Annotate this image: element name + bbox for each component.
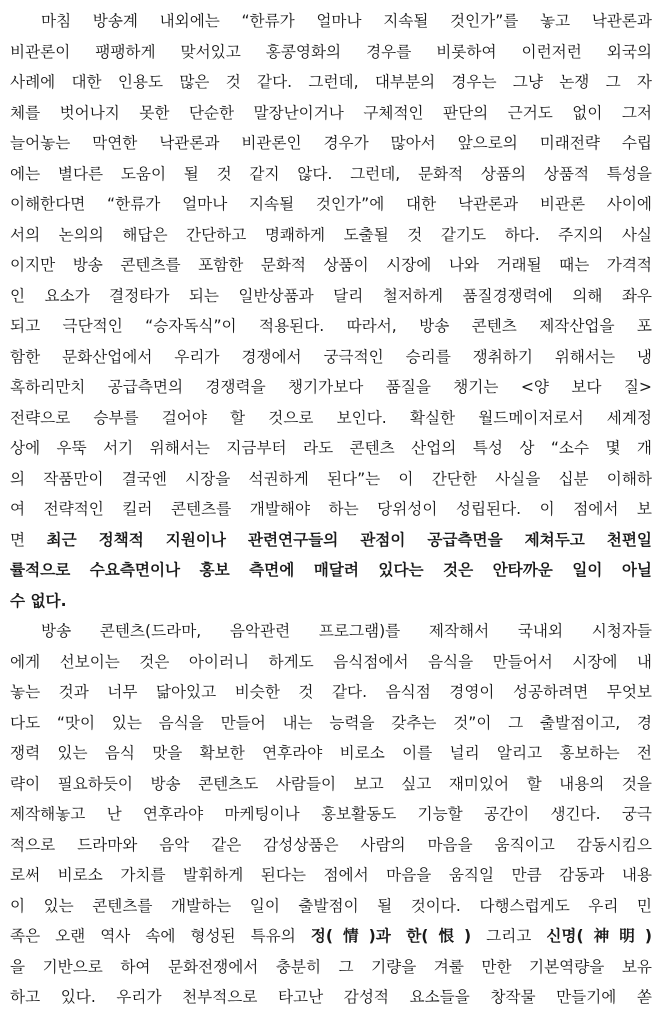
text-line: 상에 우뚝 서기 위해서는 지금부터 라도 콘텐츠 산업의 특성 상 “소수 몇 개	[10, 439, 652, 457]
text-line: 방송 콘텐츠(드라마, 음악관련 프로그램)를 제작해서 국내외 시청자들	[41, 622, 652, 640]
text-run: 족은 오랜 역사 속에 형성된 특유의	[10, 927, 311, 945]
text-line: 비관론이 팽팽하게 맞서있고 홍콩영화의 경우를 비롯하여 이런저런 외국의	[10, 42, 652, 61]
text-line: 전략으로 승부를 걸어야 할 것으로 보인다. 확실한 월드메이저로서 세계정	[10, 408, 652, 427]
text-run: 그리고	[471, 927, 547, 945]
text-line: 마침 방송계 내외에는 “한류가 얼마나 지속될 것인가”를 놓고 낙관론과	[41, 12, 652, 30]
text-line: 사례에 대한 인용도 많은 것 같다. 그런데, 대부분의 경우는 그냥 논쟁 그 자	[10, 73, 652, 91]
bold-emphasis-line: 률적으로 수요측면이나 홍보 측면에 매달려 있다는 것은 안타까운 일이 아닐	[10, 561, 652, 579]
bold-emphasis: 최근 정책적 지원이나 관련연구들의 관점이 공급측면을 제쳐두고 천편일	[46, 530, 652, 549]
bold-emphasis: 정(情)과 한(恨)	[310, 927, 472, 945]
text-line-mixed	[10, 921, 652, 952]
bold-emphasis-line: 수 없다.	[10, 591, 67, 610]
text-run: 면	[10, 530, 47, 549]
text-line: 되고 극단적인 “승자독식”이 적용된다. 따라서, 방송 콘텐츠 제작산업을 포	[10, 317, 652, 335]
text-line: 이 있는 콘텐츠를 개발하는 일이 출발점이 될 것이다. 다행스럽게도 우리 민	[10, 896, 652, 915]
text-line: 체를 벗어나지 못한 단순한 말장난이거나 구체적인 판단의 근거도 없이 그저	[10, 103, 652, 122]
text-line: 에게 선보이는 것은 아이러니 하게도 음식점에서 음식을 만들어서 시장에 내	[10, 652, 652, 671]
text-line: 혹하리만치 공급측면의 경쟁력을 챙기가보다 품질을 챙기는 <양 보다 질>	[10, 378, 652, 396]
text-line: 놓는 것과 너무 닮아있고 비슷한 것 같다. 음식점 경영이 성공하려면 무엇보	[10, 683, 652, 701]
text-line: 서의 논의의 해답은 간단하고 명쾌하게 도출될 것 같기도 하다. 주지의 사실	[10, 225, 652, 244]
text-line: 적으로 드라마와 음악 같은 감성상품은 사람의 마음을 움직이고 감동시킴으	[10, 835, 652, 854]
text-line: 다도 “맛이 있는 음식을 만들어 내는 능력을 갖추는 것”이 그 출발점이고, 경	[10, 713, 652, 732]
text-line: 쟁력 있는 음식 맛을 확보한 연후라야 비로소 이를 널리 알리고 홍보하는 전	[10, 744, 652, 762]
text-line: 로써 비로소 가치를 발휘하게 된다는 점에서 마음을 움직일 만큼 감동과 내용	[10, 866, 652, 884]
text-line: 늘어놓는 막연한 낙관론과 비관론인 경우가 많아서 앞으로의 미래전략 수립	[10, 134, 652, 152]
text-line-mixed	[10, 525, 652, 556]
text-line: 의 작품만이 결국엔 시장을 석권하게 된다”는 이 간단한 사실을 십분 이해하	[10, 469, 652, 488]
paragraph-1	[10, 6, 652, 616]
bold-emphasis: 신명(神明)	[546, 927, 652, 945]
text-line: 제작해놓고 난 연후라야 마케팅이나 홍보활동도 기능할 공간이 생긴다. 궁극	[10, 805, 652, 823]
text-line: 하고 있다. 우리가 천부적으로 타고난 감성적 요소들을 창작물 만들기에 쏟	[10, 988, 652, 1006]
text-line: 인 요소가 결정타가 되는 일반상품과 달리 철저하게 품질경쟁력에 의해 좌우	[10, 286, 652, 305]
paragraph-2	[10, 616, 652, 1013]
text-line: 을 기반으로 하여 문화전쟁에서 충분히 그 기량을 겨룰 만한 기본역량을 보유	[10, 957, 652, 976]
text-line: 함한 문화산업에서 우리가 경쟁에서 궁극적인 승리를 쟁취하기 위해서는 냉	[10, 347, 652, 366]
text-line: 에는 별다른 도움이 될 것 같지 않다. 그런데, 문화적 상품의 상품적 특성을	[10, 164, 652, 183]
text-line: 여 전략적인 킬러 콘텐츠를 개발해야 하는 당위성이 성립된다. 이 점에서 보	[10, 500, 652, 518]
text-line: 이해한다면 “한류가 얼마나 지속될 것인가”에 대한 낙관론과 비관론 사이에	[10, 195, 652, 213]
text-line: 이지만 방송 콘텐츠를 포함한 문화적 상품이 시장에 나와 거래될 때는 가격적	[10, 256, 652, 274]
text-line: 략이 필요하듯이 방송 콘텐츠도 사람들이 보고 싶고 재미있어 할 내용의 것을	[10, 774, 652, 793]
